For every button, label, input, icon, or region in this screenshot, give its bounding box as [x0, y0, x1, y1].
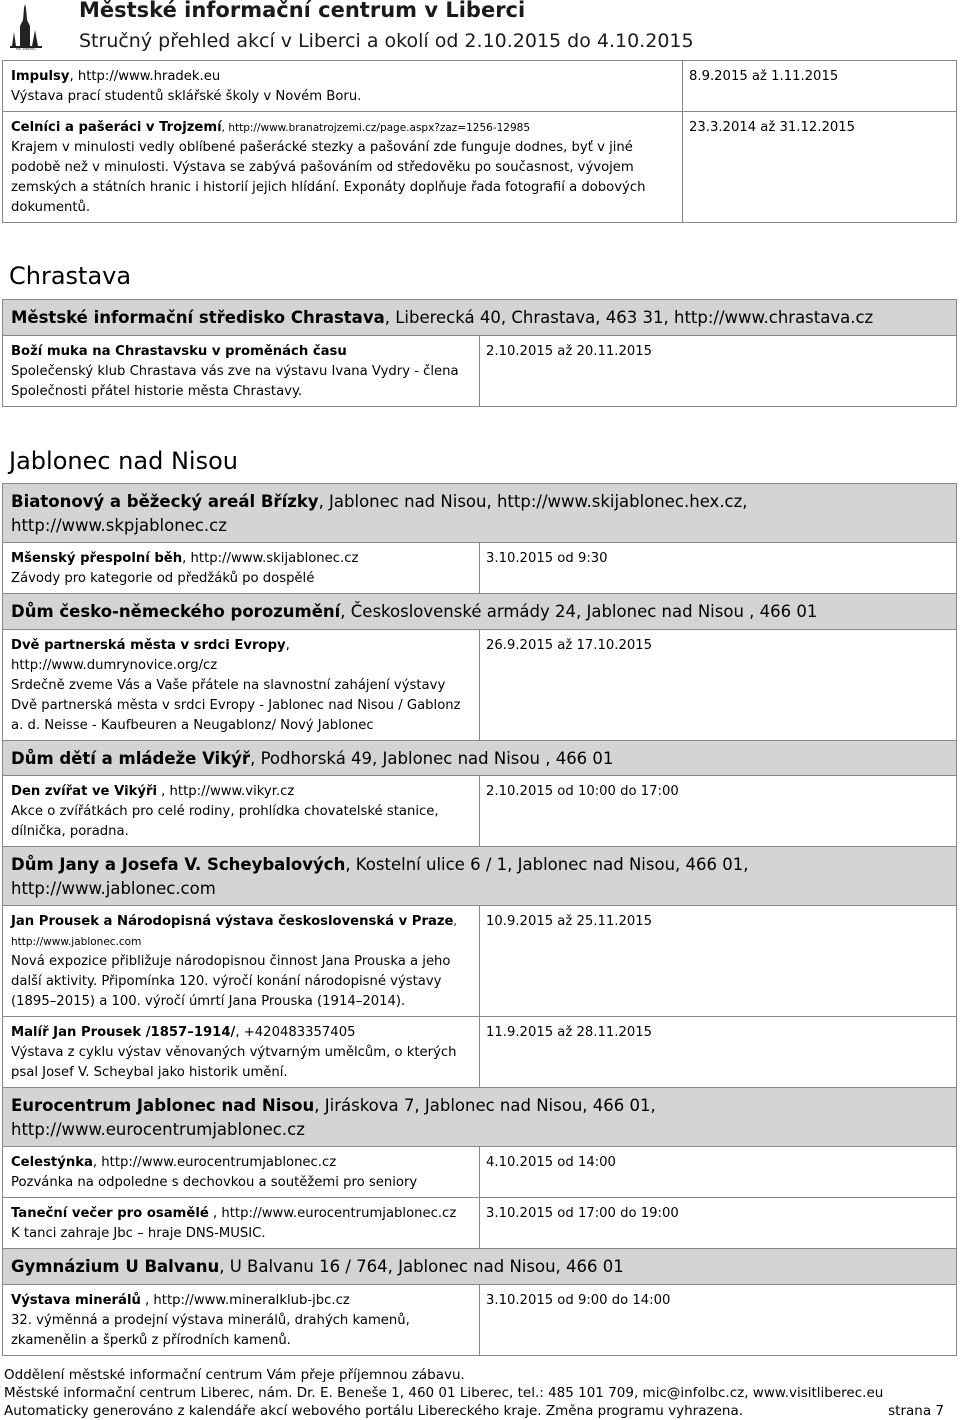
- event-title: Taneční večer pro osamělé: [11, 1206, 209, 1221]
- event-title: Jan Prousek a Národopisná výstava československá v Praze: [11, 914, 454, 929]
- event-url: , http://www.vikyr.cz: [156, 784, 295, 799]
- venue-cell: [3, 484, 957, 543]
- venue-cell: [3, 1088, 957, 1147]
- event-url: , http://www.mineralklub-jbc.cz: [140, 1292, 350, 1308]
- event-date: 11.9.2015 až 28.11.2015: [480, 1017, 957, 1088]
- venue-address: , U Balvanu 16 / 764, Jablonec nad Nisou, 466 01: [219, 1257, 624, 1276]
- footer-greeting: Oddělení městské informační centrum Vám přeje příjemnou zábavu.: [4, 1367, 465, 1383]
- venue-cell: [3, 1249, 957, 1285]
- event-date: 8.9.2015 až 1.11.2015: [683, 61, 957, 112]
- events-table-top: [2, 60, 957, 223]
- event-url: , http://www.branatrojzemi.cz/page.aspx?zaz=1256-12985: [221, 122, 531, 134]
- city-heading-chrastava: Chrastava: [9, 262, 132, 290]
- venue-address: , Liberecká 40, Chrastava, 463 31, http://www.chrastava.cz: [384, 308, 874, 327]
- event-url: , http://www.eurocentrumjablonec.cz: [92, 1155, 337, 1170]
- venue-row: [3, 1249, 957, 1285]
- venue-address: , Kostelní ulice 6 / 1, Jablonec nad Nisou, 466 01, http://www.jablonec.com: [11, 855, 749, 898]
- event-description: Závody pro kategorie od předžáků po dospělé: [11, 571, 315, 586]
- events-table-jablonec: [2, 483, 957, 1356]
- table-row: [3, 906, 957, 1017]
- venue-cell: [3, 847, 957, 906]
- venue-cell: [3, 740, 957, 776]
- page-footer: [4, 1366, 956, 1420]
- event-cell: [3, 1147, 480, 1198]
- event-description: Srdečně zveme Vás a Vaše přátele na slavnostní zahájení výstavy Dvě partnerská města v srdci Evropy - Jablonec nad Nisou / Gablonz a. d. Neisse - Kaufbeuren a Neugablonz/ Nový Jablonec: [11, 677, 461, 733]
- event-cell: [3, 335, 480, 406]
- event-description: Nová expozice přibližuje národopisnou činnost Jana Prouska a jeho další aktivity. Připomínka 120. výročí konání národopisné výstavy (1895–2015) a 100. výročí úmrtí Jana Prouska (1914–2014).: [11, 954, 451, 1009]
- page-subtitle: Stručný přehled akcí v Liberci a okolí od 2.10.2015 do 4.10.2015: [79, 30, 694, 52]
- event-description: Výstava prací studentů sklářské školy v Novém Boru.: [11, 89, 362, 104]
- venue-name: Dům dětí a mládeže Vikýř: [11, 748, 251, 768]
- table-row: [3, 335, 957, 406]
- table-row: [3, 1147, 957, 1198]
- event-date: 10.9.2015 až 25.11.2015: [480, 906, 957, 1017]
- event-cell: [3, 906, 480, 1017]
- table-row: [3, 543, 957, 594]
- event-date: 3.10.2015 od 17:00 do 19:00: [480, 1198, 957, 1249]
- venue-cell: [3, 300, 957, 336]
- event-cell: [3, 1017, 480, 1088]
- event-cell: [3, 112, 683, 223]
- event-date: 3.10.2015 od 9:00 do 14:00: [480, 1284, 957, 1355]
- venue-name: Eurocentrum Jablonec nad Nisou: [11, 1096, 315, 1115]
- event-description: Akce o zvířátkách pro celé rodiny, prohlídka chovatelské stanice, dílnička, poradna.: [11, 804, 439, 839]
- logo-text: MIC LIBEREC: [15, 47, 37, 50]
- event-url: , http://www.dumrynovice.org/cz: [11, 637, 290, 673]
- event-description: Výstava z cyklu výstav věnovaných výtvarným umělcům, o kterých psal Josef V. Scheybal jako historik umění.: [11, 1045, 457, 1080]
- event-url: , http://www.skijablonec.cz: [182, 551, 359, 566]
- event-title: Mšenský přespolní běh: [11, 551, 183, 566]
- event-date: 2.10.2015 až 20.11.2015: [480, 335, 957, 406]
- event-url: , http://www.jablonec.com: [11, 916, 457, 948]
- footer-note: Automaticky generováno z kalendáře akcí webového portálu Libereckého kraje. Změna programu vyhrazena.: [4, 1403, 744, 1419]
- event-title: Celestýnka: [11, 1155, 93, 1170]
- events-table-chrastava: [2, 299, 957, 407]
- event-title: Boží muka na Chrastavsku v proměnách času: [11, 343, 347, 359]
- table-row: [3, 776, 957, 847]
- event-title: Impulsy: [11, 69, 70, 84]
- venue-row: [3, 1088, 957, 1147]
- event-url: , http://www.eurocentrumjablonec.cz: [208, 1206, 457, 1221]
- table-row: [3, 1017, 957, 1088]
- event-cell: [3, 1284, 480, 1355]
- table-row: [3, 1198, 957, 1249]
- table-row: [3, 1284, 957, 1355]
- venue-cell: [3, 594, 957, 630]
- event-title: Výstava minerálů: [11, 1292, 141, 1308]
- event-cell: [3, 543, 480, 594]
- venue-name: Dům česko-německého porozumění: [11, 602, 341, 621]
- event-description: K tanci zahraje Jbc – hraje DNS-MUSIC.: [11, 1226, 266, 1241]
- venue-address: , Podhorská 49, Jablonec nad Nisou , 466 01: [250, 748, 614, 768]
- event-cell: [3, 61, 683, 112]
- event-date: 3.10.2015 od 9:30: [480, 543, 957, 594]
- event-url: , http://www.hradek.eu: [69, 69, 221, 84]
- footer-contact: Městské informační centrum Liberec, nám. Dr. E. Beneše 1, 460 01 Liberec, tel.: 485 101 709, mic@infolbc.cz, www.visitliberec.eu: [4, 1385, 884, 1401]
- venue-name: Dům Jany a Josefa V. Scheybalových: [11, 855, 346, 874]
- venue-address: , Jablonec nad Nisou, http://www.skijablonec.hex.cz, http://www.skpjablonec.cz: [11, 492, 748, 535]
- event-date: 2.10.2015 od 10:00 do 17:00: [480, 776, 957, 847]
- event-cell: [3, 776, 480, 847]
- venue-name: Městské informační středisko Chrastava: [11, 308, 385, 327]
- venue-row: [3, 594, 957, 630]
- venue-row: [3, 740, 957, 776]
- event-url: , +420483357405: [235, 1025, 356, 1040]
- page-number: strana 7: [888, 1403, 944, 1419]
- event-description: Společenský klub Chrastava vás zve na výstavu Ivana Vydry - člena Společnosti přátel historie města Chrastavy.: [11, 363, 459, 399]
- city-heading-jablonec: Jablonec nad Nisou: [9, 447, 238, 475]
- event-title: Den zvířat ve Vikýři: [11, 784, 157, 799]
- page-header: [0, 0, 960, 60]
- event-title: Malíř Jan Prousek /1857–1914/: [11, 1025, 236, 1040]
- event-title: Celníci a pašeráci v Trojzemí: [11, 120, 222, 135]
- venue-name: Gymnázium U Balvanu: [11, 1257, 220, 1276]
- table-row: [3, 61, 957, 112]
- table-row: [3, 112, 957, 223]
- venue-row: [3, 484, 957, 543]
- event-description: 32. výměnná a prodejní výstava minerálů, drahých kamenů, zkamenělin a šperků z přírodních kamenů.: [11, 1312, 410, 1348]
- logo-icon: [6, 2, 46, 50]
- event-date: 4.10.2015 od 14:00: [480, 1147, 957, 1198]
- event-date: 26.9.2015 až 17.10.2015: [480, 629, 957, 740]
- venue-address: , Jiráskova 7, Jablonec nad Nisou, 466 01, http://www.eurocentrumjablonec.cz: [11, 1096, 656, 1139]
- venue-row: [3, 847, 957, 906]
- page-title: Městské informační centrum v Liberci: [79, 0, 526, 22]
- event-cell: [3, 1198, 480, 1249]
- venue-name: Biatonový a běžecký areál Břízky: [11, 492, 319, 511]
- venue-address: , Československé armády 24, Jablonec nad Nisou , 466 01: [340, 602, 818, 621]
- event-date: 23.3.2014 až 31.12.2015: [683, 112, 957, 223]
- event-title: Dvě partnerská města v srdci Evropy: [11, 637, 286, 653]
- event-cell: [3, 629, 480, 740]
- event-description: Krajem v minulosti vedly oblíbené pašerácké stezky a pašování zde funguje dodnes, byť v jiné podobě než v minulosti. Výstava se zabývá pašováním od středověku po současnost, vývojem zemských a státních hranic i historií jejich hlídání. Exponáty doplňuje řada fotografií a dobových dokumentů.: [11, 140, 646, 215]
- event-description: Pozvánka na odpoledne s dechovkou a soutěžemi pro seniory: [11, 1175, 418, 1190]
- table-row: [3, 629, 957, 740]
- venue-row: [3, 300, 957, 336]
